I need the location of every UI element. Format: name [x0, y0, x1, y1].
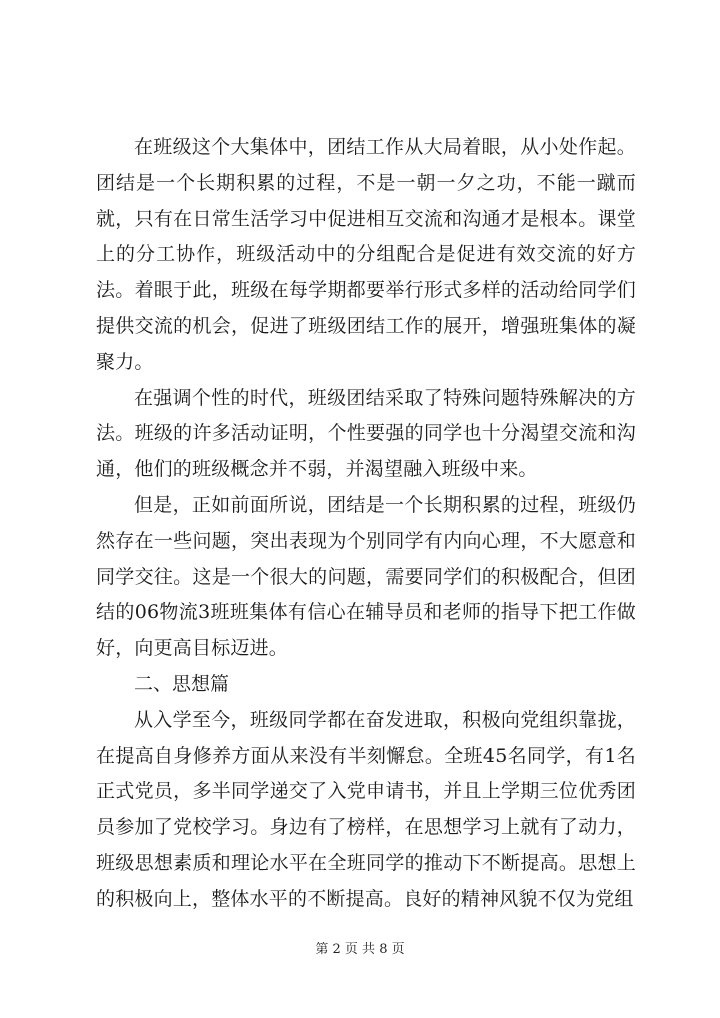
- paragraph-problems: 但是，正如前面所说，团结是一个长期积累的过程，班级仍然存在一些问题，突出表现为个别同学有内向心理，不大愿意和同学交往。这是一个很大的问题，需要同学们的积极配合，但团结的06物流3班班集体有信心在辅导员和老师的指导下把工作做好，向更高目标迈进。: [96, 493, 636, 660]
- page-footer: [0, 938, 720, 957]
- section-heading: 二、思想篇: [134, 672, 230, 695]
- paragraph-individuality: 在强调个性的时代，班级团结采取了特殊问题特殊解决的方法。班级的许多活动证明，个性要强的同学也十分渴望交流和沟通，他们的班级概念并不弱，并渴望融入班级中来。: [96, 386, 636, 481]
- paragraph-thought: 从入学至今，班级同学都在奋发进取，积极向党组织靠拢，在提高自身修养方面从来没有半刻懈怠。全班45名同学，有1名正式党员，多半同学递交了入党申请书，并且上学期三位优秀团员参加了党校学习。身边有了榜样，在思想学习上就有了动力，班级思想素质和理论水平在全班同学的推动下不断提高。思想上的积极向上，整体水平的不断提高。良好的精神风貌不仅为党组: [96, 708, 636, 910]
- page-number-label: 第 2 页 共 8 页: [315, 942, 405, 957]
- paragraph-unity-intro: 在班级这个大集体中，团结工作从大局着眼，从小处作起。团结是一个长期积累的过程，不是一朝一夕之功，不能一蹴而就，只有在日常生活学习中促进相互交流和沟通才是根本。课堂上的分工协作，班级活动中的分组配合是促进有效交流的好方法。着眼于此，班级在每学期都要举行形式多样的活动给同学们提供交流的机会，促进了班级团结工作的展开，增强班集体的凝聚力。: [96, 136, 636, 373]
- document-body: [96, 130, 636, 918]
